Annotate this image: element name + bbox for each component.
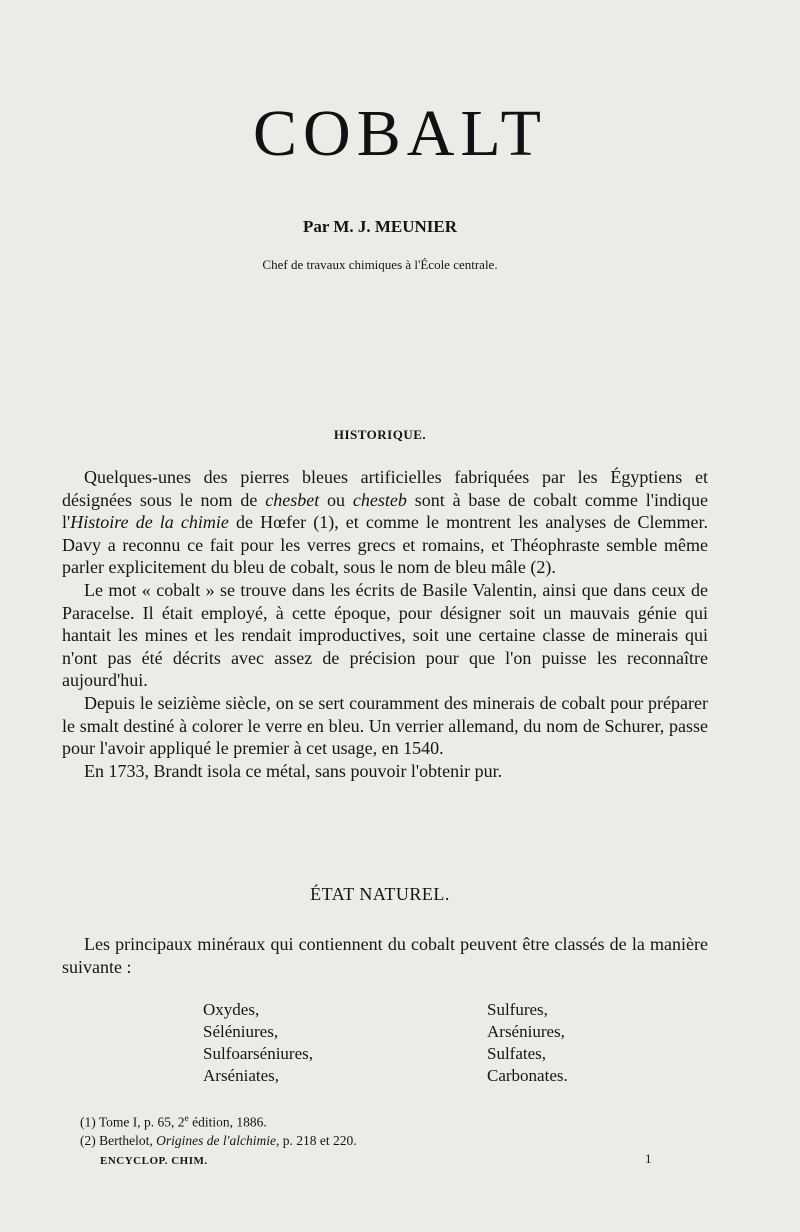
list-item: Sulfures,: [487, 1000, 548, 1019]
footnote-2: (2) Berthelot, Origines de l'alchimie, p. 218 et 220.: [80, 1132, 357, 1148]
etat-naturel-intro: Les principaux minéraux qui contiennent du cobalt peuvent être classés de la manière suivante :: [62, 934, 708, 977]
page-number: 1: [645, 1151, 652, 1166]
author-role: Chef de travaux chimiques à l'École centrale.: [262, 257, 498, 272]
historique-text: [62, 466, 708, 782]
list-item: Carbonates.: [487, 1066, 568, 1085]
historique-paragraph-4: En 1733, Brandt isola ce métal, sans pouvoir l'obtenir pur.: [84, 760, 503, 781]
list-item: Sulfoarséniures,: [203, 1044, 314, 1063]
section-heading-etat-naturel: ÉTAT NATUREL.: [310, 884, 450, 904]
running-footer: ENCYCLOP. CHIM.: [100, 1155, 208, 1167]
mineral-list-left: [203, 999, 313, 1087]
list-item: Séléniures,: [203, 1022, 279, 1041]
author-line: Par M. J. MEUNIER: [302, 217, 458, 236]
mineral-list-right: [487, 999, 568, 1087]
footnote-1: (1) Tome I, p. 65, 2e édition, 1886.: [80, 1114, 267, 1130]
page-title: COBALT: [253, 97, 547, 170]
list-item: Arséniates,: [203, 1066, 280, 1085]
historique-paragraph-2: Le mot « cobalt » se trouve dans les écrits de Basile Valentin, ainsi que dans ceux de Paracelse. Il était employé, à cette époque, pour désigner soit un mauvais génie qui hantait les mines et les rendait improductives, soit une certaine classe de minerais qui n'ont pas été décrits avec assez de précision pour que l'on puisse les reconnaître aujourd'hui.: [62, 579, 708, 691]
etat-naturel-text: [62, 933, 708, 978]
list-item: Sulfates,: [487, 1044, 547, 1063]
list-item: Arséniures,: [487, 1022, 565, 1041]
list-item: Oxydes,: [203, 1000, 260, 1019]
footnotes: [80, 1110, 357, 1150]
historique-paragraph-3: Depuis le seizième siècle, on se sert couramment des minerais de cobalt pour préparer le smalt destiné à colorer le verre en bleu. Un verrier allemand, du nom de Schurer, passe pour l'avoir appliqué le premier à cet usage, en 1540.: [62, 692, 708, 759]
historique-paragraph-1: Quelques-unes des pierres bleues artificielles fabriquées par les Égyptiens et désignées sous le nom de chesbet ou chesteb sont à base de cobalt comme l'indique l'Histoire de la chimie de Hœfer (1), et comme le montrent les analyses de Clemmer. Davy a reconnu ce fait pour les verres grecs et romains, et Théophraste semble même parler explicitement du bleu de cobalt, sous le nom de bleu mâle (2).: [62, 467, 709, 578]
section-heading-historique: HISTORIQUE.: [333, 427, 427, 442]
